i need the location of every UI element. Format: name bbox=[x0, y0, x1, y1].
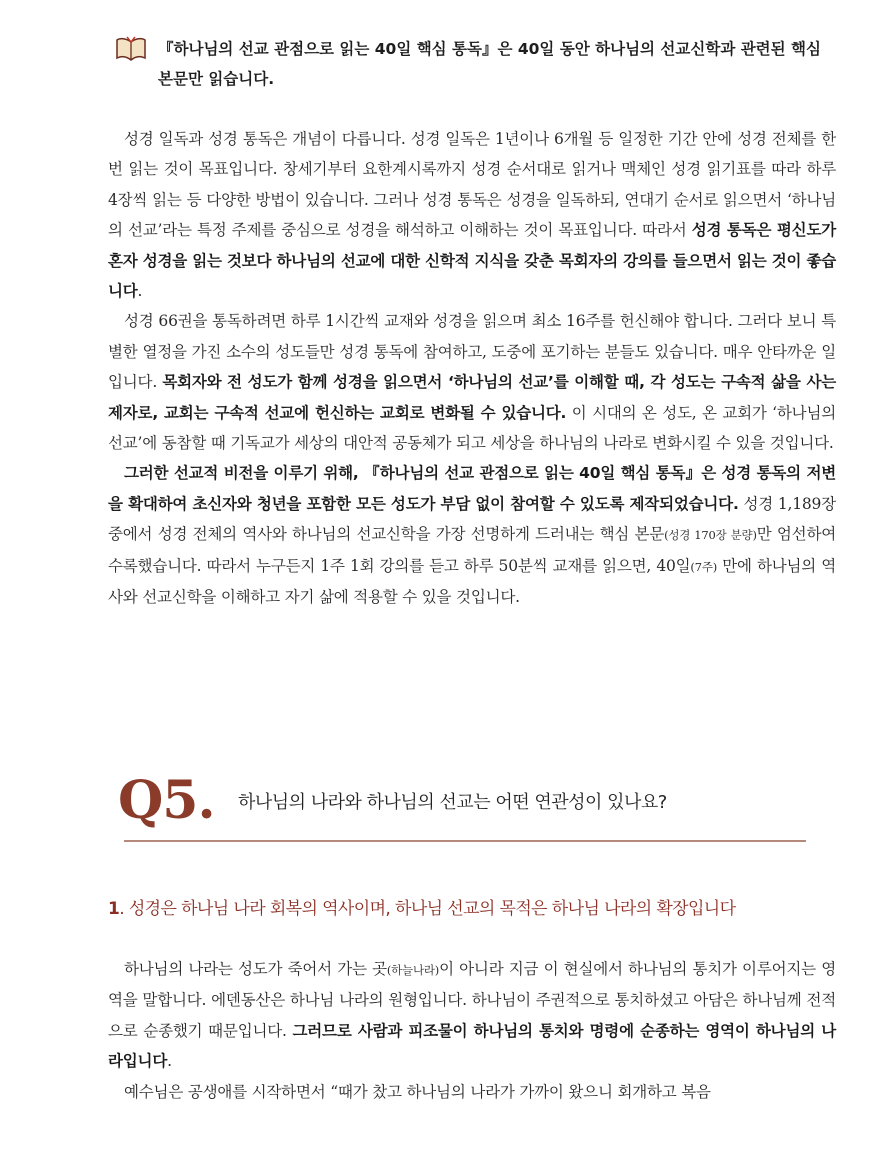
intro-note bbox=[120, 34, 840, 94]
section-title: . 성경은 하나님 나라 회복의 역사이며, 하나님 선교의 목적은 하나님 나라의 확장입니다 bbox=[119, 899, 736, 919]
paragraph: 예수님은 공생애를 시작하면서 “때가 찼고 하나님의 나라가 가까이 왔으니 회개하고 복음 bbox=[124, 1082, 711, 1101]
intro-text: 『하나님의 선교 관점으로 읽는 40일 핵심 통독』은 40일 동안 하나님의 선교신학과 관련된 핵심 본문만 읽습니다. bbox=[158, 40, 821, 88]
section-number: 1 bbox=[108, 899, 120, 919]
section-heading bbox=[108, 894, 735, 919]
emphasis-text: 그러한 선교적 비전을 이루기 위해, 『하나님의 선교 관점으로 읽는 40일 핵심 통독』은 성경 통독의 저변을 확대하여 초신자와 청년을 포함한 모든 성도가 부담 없이 참여할 수 있도록 제작되었습니다. bbox=[108, 464, 836, 513]
body-section-2 bbox=[108, 954, 836, 1107]
divider bbox=[124, 840, 806, 842]
question-heading bbox=[118, 770, 818, 846]
paragraph: 그러한 선교적 비전을 이루기 위해, 『하나님의 선교 관점으로 읽는 40일 핵심 통독』은 성경 통독의 저변을 확대하여 초신자와 청년을 포함한 모든 성도가 부담 없이 참여할 수 있도록 제작되었습니다. 성경 1,189장 중에서 성경 전체의 역사와 하나님의 선교신학을 가장 선명하게 드러내는 핵심 본문(성경 170장 분량)만 엄선하여 수록했습니다. 따라서 누구든지 1주 1회 강의를 듣고 하루 50분씩 교재를 읽으면, 40일(7주) 만에 하나님의 역사와 선교신학을 이해하고 자기 삶에 적용할 수 있을 것입니다. bbox=[108, 464, 836, 607]
question-title: 하나님의 나라와 하나님의 선교는 어떤 연관성이 있나요? bbox=[238, 792, 667, 813]
emphasis-text: 그러므로 사람과 피조물이 하나님의 통치와 명령에 순종하는 영역이 하나님의 나라입니다 bbox=[108, 1021, 837, 1071]
paragraph: 성경 일독과 성경 통독은 개념이 다릅니다. 성경 일독은 1년이나 6개월 등 일정한 기간 안에 성경 전체를 한 번 읽는 것이 목표입니다. 창세기부터 요한계시록까지 성경 순서대로 읽거나 맥체인 성경 읽기표를 따라 하루 4장씩 읽는 등 다양한 방법이 있습니다. 그러나 성경 통독은 성경을 일독하되, 연대기 순서로 읽으면서 ‘하나님의 선교’라는 특정 주제를 중심으로 성경을 해석하고 이해하는 것이 목표입니다. 따라서 성경 통독은 평신도가 혼자 성경을 읽는 것보다 하나님의 선교에 대한 신학적 지식을 갖춘 목회자의 강의를 들으면서 읽는 것이 좋습니다. bbox=[108, 130, 836, 301]
paragraph: 하나님의 나라는 성도가 죽어서 가는 곳(하늘나라)이 아니라 지금 이 현실에서 하나님의 통치가 이루어지는 영역을 말합니다. 에덴동산은 하나님 나라의 원형입니다. 하나님이 주권적으로 통치하셨고 아담은 하나님께 전적으로 순종했기 때문입니다. 그러므로 사람과 피조물이 하나님의 통치와 명령에 순종하는 영역이 하나님의 나라입니다. bbox=[108, 960, 837, 1071]
body-section-1 bbox=[108, 124, 836, 613]
emphasis-text: 목회자와 전 성도가 함께 성경을 읽으면서 ‘하나님의 선교’를 이해할 때, 각 성도는 구속적 삶을 사는 제자로, 교회는 구속적 선교에 헌신하는 교회로 변화될 수 있습니다. bbox=[108, 373, 836, 422]
paragraph: 성경 66권을 통독하려면 하루 1시간씩 교재와 성경을 읽으며 최소 16주를 헌신해야 합니다. 그러다 보니 특별한 열정을 가진 소수의 성도들만 성경 통독에 참여하고, 도중에 포기하는 분들도 있습니다. 매우 안타까운 일입니다. 목회자와 전 성도가 함께 성경을 읽으면서 ‘하나님의 선교’를 이해할 때, 각 성도는 구속적 삶을 사는 제자로, 교회는 구속적 선교에 헌신하는 교회로 변화될 수 있습니다. 이 시대의 온 성도, 온 교회가 ‘하나님의 선교’에 동참할 때 기독교가 세상의 대안적 공동체가 되고 세상을 하나님의 나라로 변화시킬 수 있을 것입니다. bbox=[108, 312, 837, 453]
emphasis-text: 성경 통독은 평신도가 혼자 성경을 읽는 것보다 하나님의 선교에 대한 신학적 지식을 갖춘 목회자의 강의를 들으면서 읽는 것이 좋습니다 bbox=[108, 221, 836, 301]
question-number: Q5. bbox=[118, 770, 215, 831]
open-book-icon bbox=[116, 36, 146, 62]
